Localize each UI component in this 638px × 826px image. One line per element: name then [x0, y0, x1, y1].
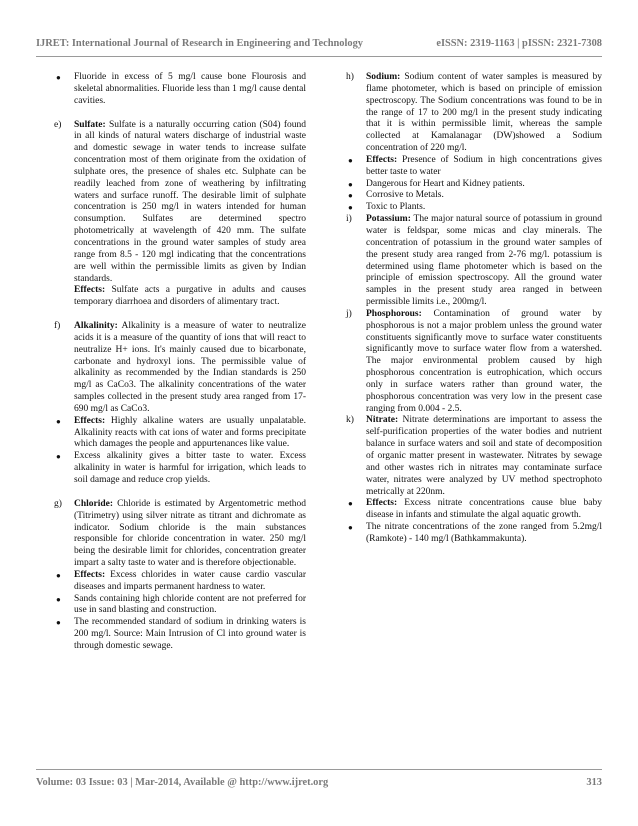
left-column [54, 72, 306, 653]
list-item: ● The recommended standard of sodium in drinking waters is 200 mg/l. Source: Main Intrusion of Cl into ground water is through domestic sewage. [56, 617, 306, 651]
footer-rule [36, 769, 602, 770]
section-marker: h) [346, 72, 354, 82]
right-column [346, 72, 602, 546]
section-sulfate: e) Sulfate: Sulfate is a naturally occurring cation (S04) found in all kinds of natural waters discharge of industrial waste and domestic sewage in water tends to increase sulfate concentration most of them originate from the oxidation of sulphate ores, the presence of shales etc. Sulphate can be readily leached from zone of weathering by infiltrating waters and surface runoff. The desirable limit of sulphate concentration is 250 mg/l in waters intended for human consumption. Sulfates are determined spectro photometrically at wavelength of 420 mm. The sulfate concentrations in the ground water samples of study area range from 8.5 - 120 mgl indicating that the concentrations are well within the permissible limits as given by Indian standards. Effects: Sulfate acts a purgative in adults and causes temporary diarrhoea and disorders of alimentary tract. [54, 119, 306, 308]
list-item: ● Fluoride in excess of 5 mg/l cause bone Flourosis and skeletal abnormalities. Fluoride less than 1 mg/l cause dental cavities. [56, 72, 306, 106]
section-marker: e) [54, 119, 62, 130]
list-item: ● Dangerous for Heart and Kidney patients. [348, 178, 525, 189]
page-number: 313 [586, 777, 602, 788]
section-heading: Potassium: [366, 214, 411, 225]
section-marker: k) [346, 415, 354, 426]
effects-heading: Effects: [74, 285, 106, 296]
list-item: ● Effects: Excess chlorides in water cause cardio vascular diseases and imparts permanent hardness to water. [56, 569, 306, 592]
section-chloride: g) Chloride: Chloride is estimated by Argentometric method (Titrimetry) using silver nitrate as titrant and dichromate as indicator. Sodium chloride is the main substances responsible for chloride concentration in water. 250 mg/l being the desirable limit for chlorides, concentration greater impart a salty taste to water and is therefore objectionable. [54, 498, 306, 569]
bullet-icon: ● [348, 499, 353, 509]
section-heading: Chloride: [74, 498, 114, 509]
section-heading: Sulfate: [74, 119, 106, 130]
section-alkalinity: f) Alkalinity: Alkalinity is a measure of water to neutralize acids it is a measure of the quantity of ions that will react to neutralize H+ ions. It's mainly caused due to bicarbonate, carbonate and hydroxyl ions. The permissible value of alkalinity as recommended by the Indian standards is 250 mg/l as CaCo3. The alkalinity concentrations of the water samples collected in the present study area ranged from 17-690 mg/l as CaCo3. [54, 321, 306, 414]
issn: eISSN: 2319-1163 | pISSN: 2321-7308 [436, 38, 602, 49]
bullet-icon: ● [348, 191, 353, 201]
section-heading: Phosphorous: [366, 308, 422, 319]
section-heading: Alkalinity: [74, 321, 118, 332]
section-nitrate: k) Nitrate: Nitrate determinations are important to assess the self-purification properties of the water bodies and nutrient balance in surface waters and soil and state of decomposition of organic matter present in wastewater. Nitrates by sewage and other wastes rich in nitrates may contaminate surface water, nitrates were analyzed by UV method spectrophoto metrically at 220nm. [346, 415, 602, 497]
bullet-icon: ● [348, 155, 353, 165]
list-item: ● Excess alkalinity gives a bitter taste to water. Excess alkalinity in water is harmful for irrigation, which leads to soil damage and reduce crop yields. [56, 451, 306, 485]
section-heading: Nitrate: [366, 415, 399, 426]
bullet-icon: ● [348, 203, 353, 213]
section-sodium: h) Sodium: Sodium content of water samples is measured by flame photometer, which is based on principle of emission spectroscopy. The Sodium concentrations was found to be in the range of 17 to 200 mg/l in the present study indicating that it is within permissible limit, whereas the sample collected at Kamalanagar (DW)showed a Sodium concentration of 220 mg/l. [346, 72, 602, 154]
bullet-icon: ● [348, 179, 353, 189]
bullet-icon: ● [56, 594, 61, 604]
section-phosphorous: j) Phosphorous: Contamination of ground water by phosphorous is not a major problem unless the ground water constituents significantly move to surface water constituents significantly move to surface water flow from a watershed. The major environmental problem caused by high phosphorous concentration is eutrophication, which occurs only in surface waters rather than ground water, the phosphorous concentration was very low in the present case ranging from 0.004 - 2.5. [346, 308, 602, 414]
list-item: ● Sands containing high chloride content are not preferred for use in sand blasting and construction. [56, 593, 306, 616]
bullet-icon: ● [56, 73, 61, 82]
header-rule [36, 56, 602, 57]
running-footer [36, 777, 602, 788]
list-item: ● Corrosive to Metals. [348, 190, 444, 201]
bullet-icon: ● [56, 570, 61, 580]
section-marker: j) [346, 308, 352, 319]
list-item: ● The nitrate concentrations of the zone ranged from 5.2mg/l (Ramkote) - 140 mg/l (Bathkammakunta). [348, 522, 602, 544]
running-header [36, 38, 602, 49]
section-marker: g) [54, 498, 62, 509]
list-item: ● Effects: Presence of Sodium in high concentrations gives better taste to water [348, 154, 602, 177]
section-marker: i) [346, 214, 352, 225]
list-item: ● Effects: Excess nitrate concentrations cause blue baby disease in infants and stimulate the algal aquatic growth. [348, 498, 602, 521]
section-potassium: i) Potassium: The major natural source of potassium in ground water is feldspar, some micas and clay minerals. The concentration of potassium in the ground water samples of the present study area ranged from 2-76 mg/l. potassium is determined using flame photometer which is based on the principle of emission spectroscopy. All the ground water samples in the present study area ranged in between permissible limits i.e., 200mg/l. [346, 214, 602, 308]
list-item: ● Effects: Highly alkaline waters are usually unpalatable. Alkalinity reacts with cat ions of water and forms precipitate which damages the people and appurtenances like value. [56, 415, 306, 450]
volume-info: Volume: 03 Issue: 03 | Mar-2014, Available @ http://www.ijret.org [36, 777, 329, 788]
journal-name: IJRET: International Journal of Research in Engineering and Technology [36, 38, 363, 49]
section-marker: f) [54, 321, 61, 332]
bullet-icon: ● [56, 618, 61, 628]
bullet-icon: ● [348, 523, 353, 533]
section-heading: Sodium: [366, 72, 401, 82]
bullet-icon: ● [56, 452, 61, 462]
bullet-icon: ● [56, 416, 61, 426]
list-item: ● Toxic to Plants. [348, 202, 426, 213]
